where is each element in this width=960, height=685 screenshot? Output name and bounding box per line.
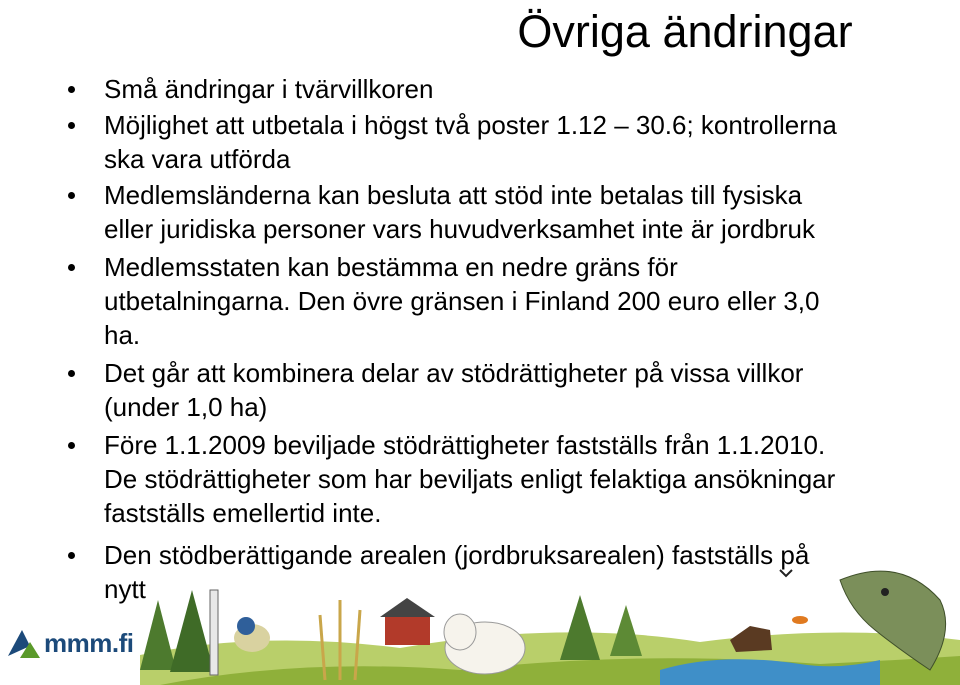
bullet-line: De stödrättigheter som har beviljats enligt felaktiga ansökningar xyxy=(104,464,836,494)
tree-icon xyxy=(140,600,176,670)
bullet-item xyxy=(66,250,906,352)
bird-silhouette-icon xyxy=(780,570,792,576)
bullet-item xyxy=(66,356,906,424)
bullet-line: fastställs emellertid inte. xyxy=(104,498,382,528)
bullet-line: Före 1.1.2009 beviljade stödrättigheter fastställs från 1.1.2010. xyxy=(104,430,826,460)
bullet-line: utbetalningarna. Den övre gränsen i Finland 200 euro eller 3,0 xyxy=(104,286,820,316)
slide-title: Övriga ändringar xyxy=(517,6,853,57)
bullet-line: ha. xyxy=(104,320,141,350)
logo-text: mmm.fi xyxy=(44,628,134,658)
bullet-line: Medlemsländerna kan besluta att stöd inte betalas till fysiska xyxy=(104,180,803,210)
tree-icon xyxy=(170,590,214,672)
birch-trunk xyxy=(210,590,218,675)
bullet-line: Det går att kombinera delar av stödrättigheter på vissa villkor xyxy=(104,358,804,388)
fish-eye xyxy=(881,588,889,596)
bullet-item xyxy=(66,108,906,176)
bird-head xyxy=(237,617,255,635)
slide-title-wrap xyxy=(0,4,940,60)
cow-head xyxy=(444,614,476,650)
bullet-line: eller juridiska personer vars huvudverksamhet inte är jordbruk xyxy=(104,214,815,244)
bullet-item xyxy=(66,72,906,106)
bullet-line: ska vara utförda xyxy=(104,144,291,174)
house-roof xyxy=(380,598,435,617)
bullet-line: Den stödberättigande arealen (jordbruksarealen) fastställs på xyxy=(104,540,810,570)
bullet-line: Små ändringar i tvärvillkoren xyxy=(104,74,434,104)
house-icon xyxy=(385,615,430,645)
moose-icon xyxy=(730,626,772,652)
bullet-item xyxy=(66,428,906,530)
bullet-item xyxy=(66,178,906,246)
tree-icon xyxy=(560,595,600,660)
bullet-list xyxy=(66,70,906,608)
nature-illustration xyxy=(140,560,960,685)
bullet-line: (under 1,0 ha) xyxy=(104,392,268,422)
tree-icon xyxy=(610,605,642,656)
bullet-line: nytt xyxy=(104,574,146,604)
lure-icon xyxy=(792,616,808,624)
bullet-line: Medlemsstaten kan bestämma en nedre gräns för xyxy=(104,252,678,282)
bullet-line: Möjlighet att utbetala i högst två poster 1.12 – 30.6; kontrollerna xyxy=(104,110,837,140)
